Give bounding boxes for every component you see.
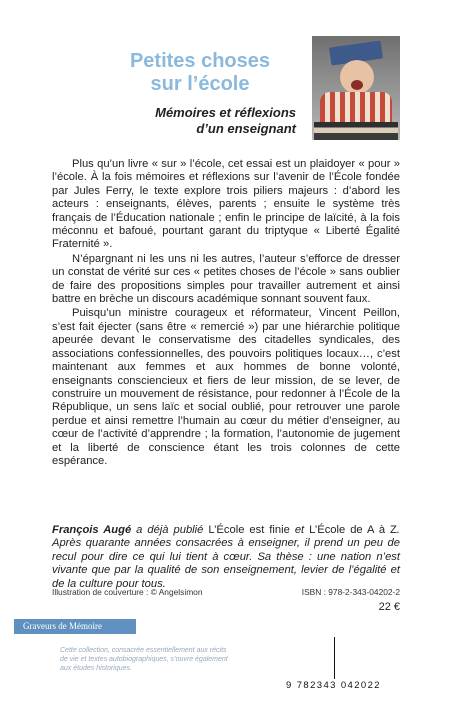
author-name: François Augé xyxy=(52,524,132,536)
collection-name-bar: Graveurs de Mémoire xyxy=(14,619,136,634)
photo-child-mouth xyxy=(351,80,363,90)
author-book-1: L’École est finie xyxy=(208,524,290,536)
author-bio-rest: . Après quarante années consacrées à enseigner, il prend un peu de recul pour dire ce qui lui tient à cœur. Sa thèse : une nation n’est vivante que par la qualité de son enseignement, levier de l’égalité et de la culture pour tous. xyxy=(52,524,401,590)
blurb xyxy=(52,158,400,469)
barcode-digits: 9 782343 042022 xyxy=(286,680,381,691)
illustration-credit: Illustration de couverture : © Angelsimon xyxy=(52,587,203,597)
barcode xyxy=(282,635,402,693)
author-joiner: et xyxy=(289,524,310,536)
photo-book-stack xyxy=(314,122,398,140)
title-line-1: Petites choses xyxy=(129,50,271,72)
isbn: ISBN : 978-2-343-04202-2 xyxy=(301,587,400,597)
price: 22 € xyxy=(378,601,400,613)
barcode-bars xyxy=(292,637,396,679)
author-book-2: L’École de A à Z xyxy=(309,524,397,536)
collection-description: Cette collection, consacrée essentiellement aux récits de vie et textes autobiographiques, s’ouvre également aux études historiques. xyxy=(60,647,228,672)
subtitle-line-2: d’un enseignant xyxy=(196,121,296,136)
author-intro: a déjà publié xyxy=(131,524,209,536)
cover-photo xyxy=(312,36,400,140)
book-subtitle xyxy=(96,105,296,137)
title-line-2: sur l’école xyxy=(150,73,250,95)
blurb-paragraph-3: Puisqu’un ministre courageux et réformateur, Vincent Peillon, s’est fait éjecter (sans être « remercié ») par une hiérarchie politique apeurée devant le conservatisme des citadelles syndicales, des associations confessionnelles, des pouvoirs politiques locaux…, c’est maintenant aux femmes et aux hommes de bonne volonté, enseignants consciencieux et fiers de leur mission, de se lever, de construire un mouvement de résistance, pour redonner à l’École de la République, un sens laïc et social oublié, pour retrouver une parole perdue et ainsi remettre l’humain au cœur du métier d’enseigner, au cœur de l’activité d’apprendre ; la formation, l’autonomie de jugement et la liberté de conscience étant les trois colonnes de cette espérance. xyxy=(52,307,400,467)
subtitle-line-1: Mémoires et réflexions xyxy=(155,105,296,120)
book-title xyxy=(100,50,300,96)
blurb-paragraph-1: Plus qu’un livre « sur » l’école, cet essai est un plaidoyer « pour » l’école. À la fois mémoires et réflexions sur l’avenir de l’École fondée par Jules Ferry, le texte explore trois piliers majeurs : d’abord les acteurs : enseignants, élèves, parents ; ensuite le système très français de l’Éducation nationale ; enfin le principe de laïcité, à la fois méconnu et bafoué, pourtant garant du triptyque « Liberté Égalité Fraternité ». xyxy=(52,158,400,251)
author-bio xyxy=(52,524,400,591)
blurb-paragraph-2: N’épargnant ni les uns ni les autres, l’auteur s’efforce de dresser un constat de vérité sur ces « petites choses de l’école » sans oublier de faire des propositions simples pour travailler autrement et ainsi battre en brèche un discours académique sonnant souvent faux. xyxy=(52,252,400,306)
